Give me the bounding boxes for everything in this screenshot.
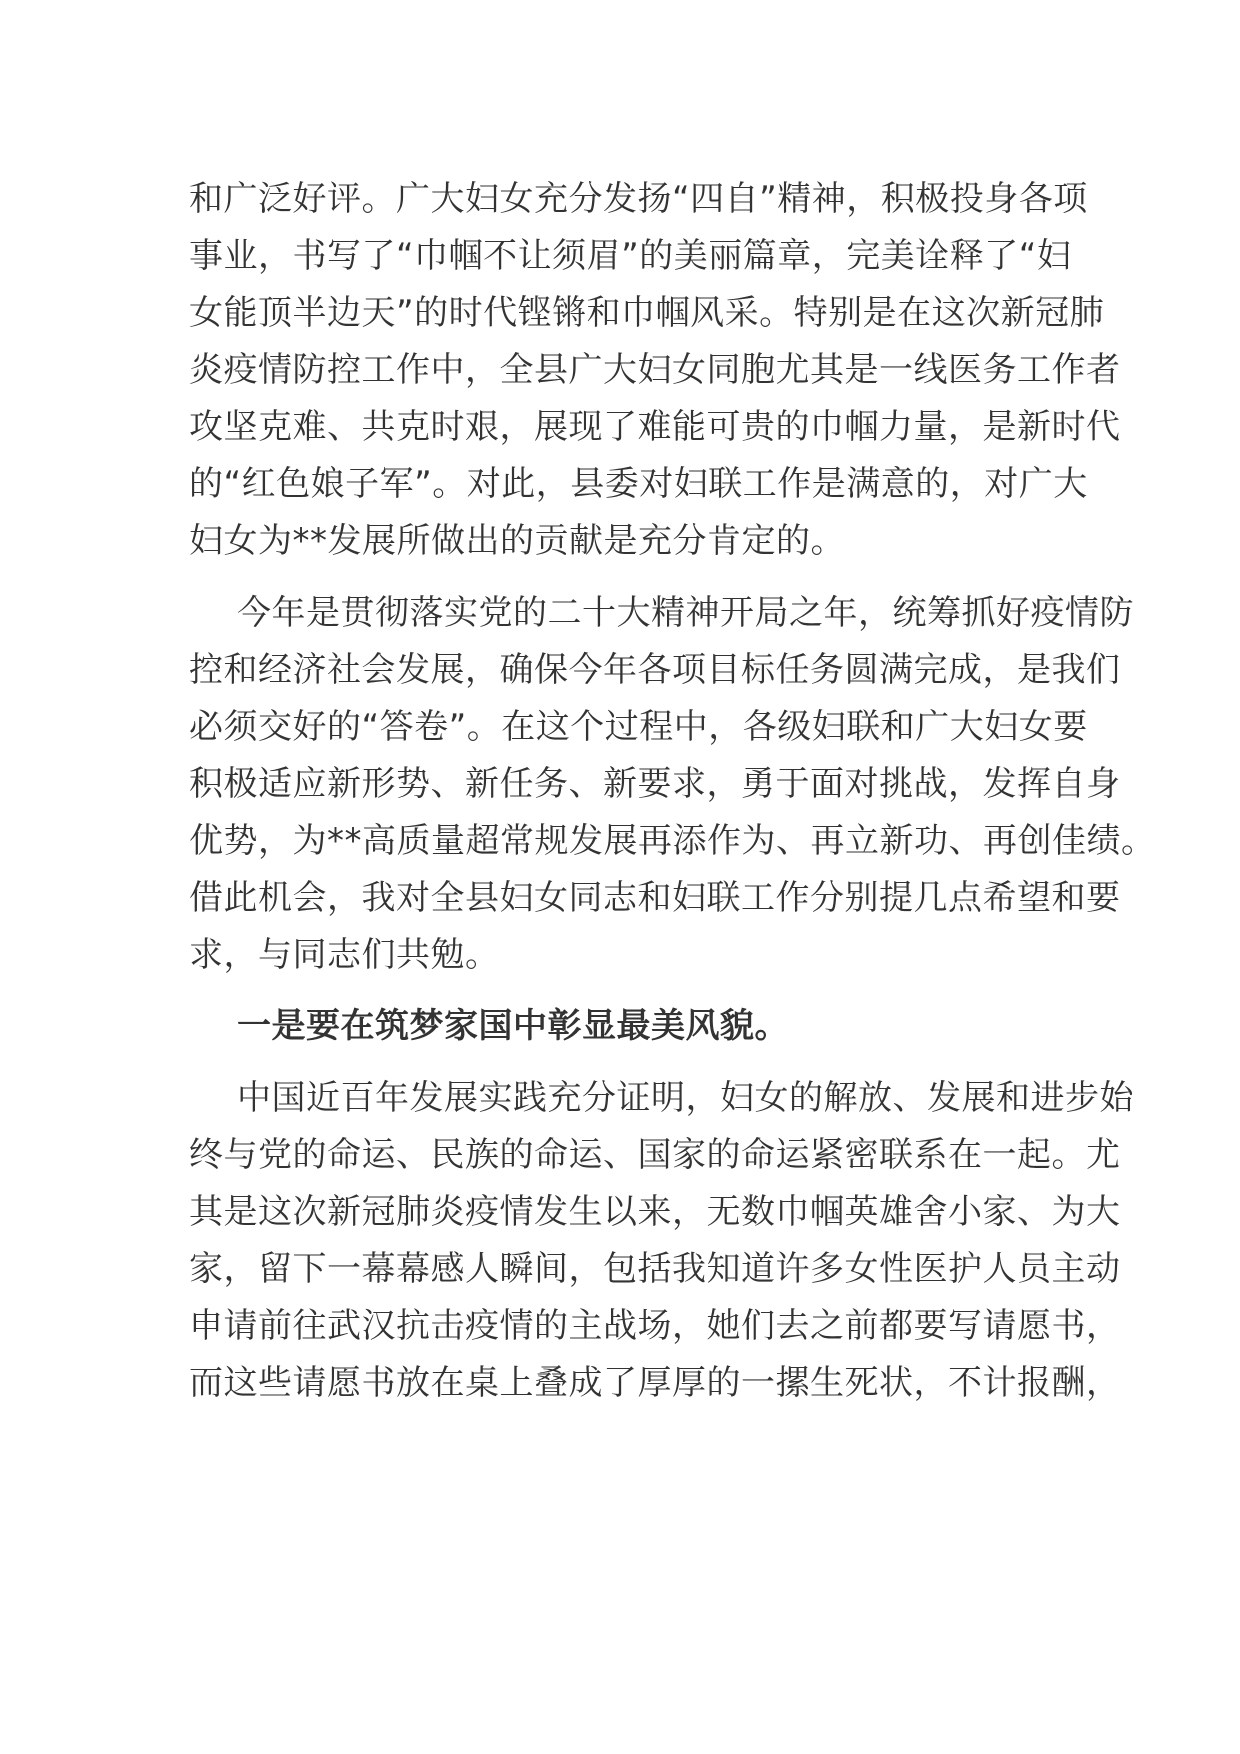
- section-heading: 一是要在筑梦家国中彰显最美风貌。: [237, 1006, 789, 1046]
- paragraph-4-line-3: 其是这次新冠肺炎疫情发生以来，无数巾帼英雄舍小家、为大: [189, 1192, 1121, 1232]
- paragraph-1-line-2: 事业，书写了“巾帼不让须眉”的美丽篇章，完美诠释了“妇: [189, 236, 1072, 276]
- paragraph-2-line-5: 优势，为**高质量超常规发展再添作为、再立新功、再创佳绩。: [189, 821, 1156, 861]
- paragraph-2-line-6: 借此机会，我对全县妇女同志和妇联工作分别提几点希望和要: [189, 878, 1121, 918]
- paragraph-4-line-5: 申请前往武汉抗击疫情的主战场，她们去之前都要写请愿书，: [189, 1306, 1121, 1346]
- paragraph-4-line-6: 而这些请愿书放在桌上叠成了厚厚的一摞生死状，不计报酬，: [189, 1363, 1121, 1403]
- paragraph-2-line-3: 必须交好的“答卷”。在这个过程中，各级妇联和广大妇女要: [189, 707, 1088, 747]
- paragraph-2-line-4: 积极适应新形势、新任务、新要求，勇于面对挑战，发挥自身: [189, 764, 1121, 804]
- paragraph-2-line-7: 求，与同志们共勉。: [189, 935, 500, 975]
- paragraph-1-line-3: 女能顶半边天”的时代铿锵和巾帼风采。特别是在这次新冠肺: [189, 293, 1105, 333]
- paragraph-4-line-2: 终与党的命运、民族的命运、国家的命运紧密联系在一起。尤: [189, 1135, 1121, 1175]
- paragraph-4-line-4: 家，留下一幕幕感人瞬间，包括我知道许多女性医护人员主动: [189, 1249, 1121, 1289]
- paragraph-1-line-6: 的“红色娘子军”。对此，县委对妇联工作是满意的，对广大: [189, 464, 1088, 504]
- paragraph-2-line-2: 控和经济社会发展，确保今年各项目标任务圆满完成，是我们: [189, 650, 1121, 690]
- paragraph-1-line-7: 妇女为**发展所做出的贡献是充分肯定的。: [189, 521, 845, 561]
- paragraph-2-line-1: 今年是贯彻落实党的二十大精神开局之年，统筹抓好疫情防: [237, 593, 1134, 633]
- paragraph-1-line-4: 炎疫情防控工作中，全县广大妇女同胞尤其是一线医务工作者: [189, 350, 1121, 390]
- paragraph-1-line-5: 攻坚克难、共克时艰，展现了难能可贵的巾帼力量，是新时代: [189, 407, 1121, 447]
- paragraph-1-line-1: 和广泛好评。广大妇女充分发扬“四自”精神，积极投身各项: [189, 179, 1088, 219]
- paragraph-4-line-1: 中国近百年发展实践充分证明，妇女的解放、发展和进步始: [237, 1078, 1134, 1118]
